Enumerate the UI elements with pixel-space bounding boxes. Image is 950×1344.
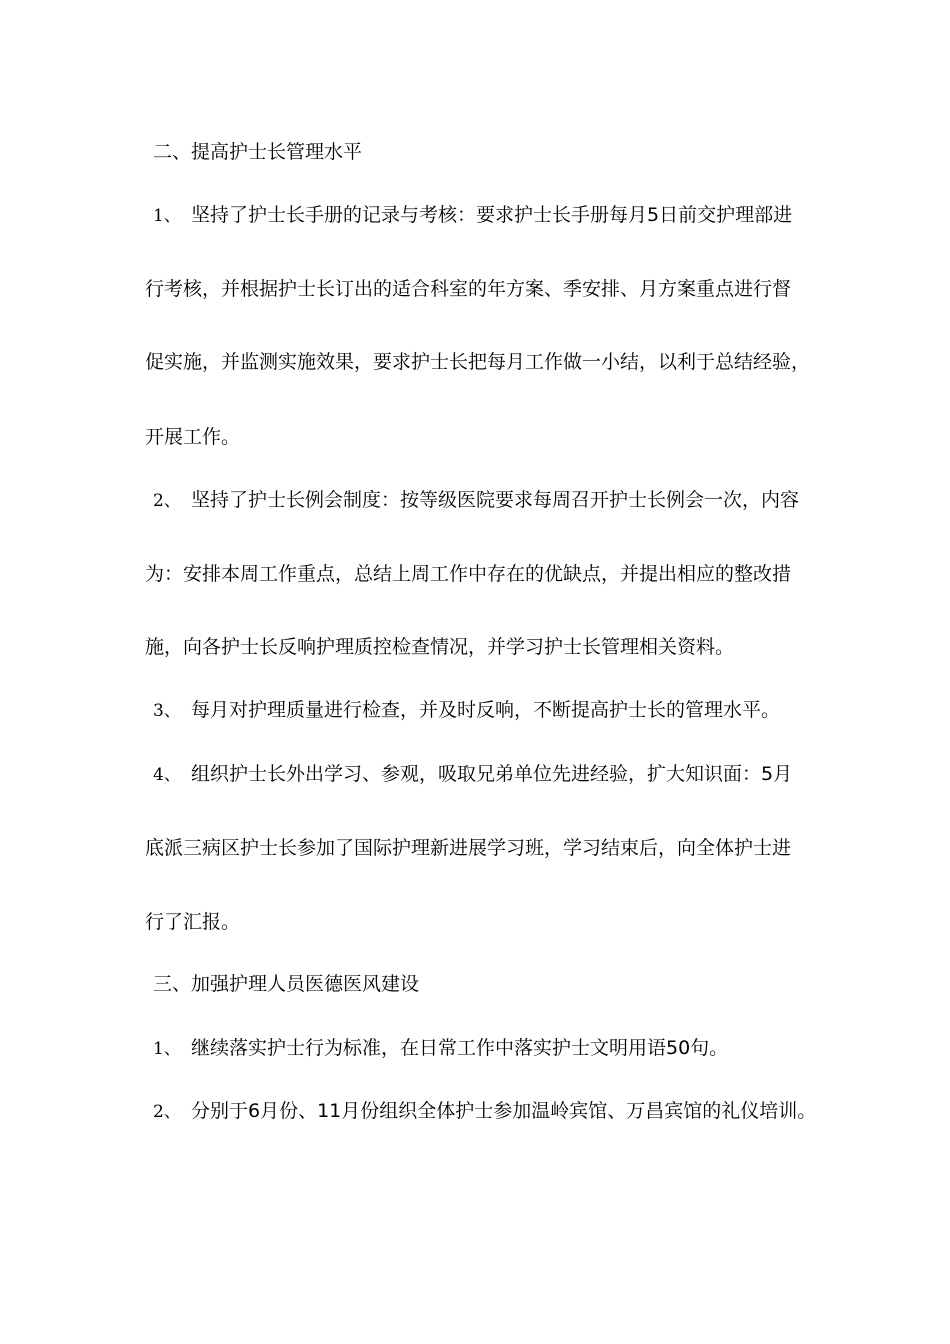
section-2-item-1-line-3: 促实施，并监测实施效果，要求护士长把每月工作做一小结，以利于总结经验， xyxy=(145,351,811,373)
section-2-item-4-line-1 xyxy=(145,761,792,788)
paragraph-text: 每月对护理质量进行检查，并及时反响，不断提高护士长的管理水平。 xyxy=(191,699,781,721)
section-2-item-3-line-1 xyxy=(145,697,780,724)
section-2-item-1-line-2: 行考核，并根据护士长订出的适合科室的年方案、季安排、月方案重点进行督 xyxy=(145,278,792,300)
section-2-item-1-line-1 xyxy=(145,202,792,229)
paragraph-text: 坚持了护士长手册的记录与考核：要求护士长手册每月5日前交护理部进 xyxy=(191,204,793,226)
section-2-item-2-line-1 xyxy=(145,487,799,514)
section-2-item-4-line-2: 底派三病区护士长参加了国际护理新进展学习班，学习结束后，向全体护士进 xyxy=(145,837,792,859)
list-number: 2、 xyxy=(153,1102,181,1122)
list-number: 1、 xyxy=(153,1039,181,1059)
section-2-item-1-line-4: 开展工作。 xyxy=(145,426,241,448)
paragraph-text: 组织护士长外出学习、参观，吸取兄弟单位先进经验，扩大知识面：5月 xyxy=(191,763,793,785)
section-2-item-4-line-3: 行了汇报。 xyxy=(145,911,241,933)
section-3-item-1-line-1 xyxy=(145,1035,728,1062)
section-3-item-2-line-1 xyxy=(145,1098,816,1125)
section-3-heading: 三、加强护理人员医德医风建设 xyxy=(153,973,420,995)
paragraph-text: 分别于6月份、11月份组织全体护士参加温岭宾馆、万昌宾馆的礼仪培训。 xyxy=(191,1100,817,1122)
list-number: 1、 xyxy=(153,206,181,226)
section-2-item-2-line-3: 施，向各护士长反响护理质控检查情况，并学习护士长管理相关资料。 xyxy=(145,636,735,658)
paragraph-text: 继续落实护士行为标准，在日常工作中落实护士文明用语50句。 xyxy=(191,1037,729,1059)
section-2-heading: 二、提高护士长管理水平 xyxy=(153,141,363,163)
section-2-item-2-line-2: 为：安排本周工作重点，总结上周工作中存在的优缺点，并提出相应的整改措 xyxy=(145,563,792,585)
list-number: 4、 xyxy=(153,765,181,785)
list-number: 2、 xyxy=(153,491,181,511)
list-number: 3、 xyxy=(153,701,181,721)
paragraph-text: 坚持了护士长例会制度：按等级医院要求每周召开护士长例会一次，内容 xyxy=(191,489,800,511)
